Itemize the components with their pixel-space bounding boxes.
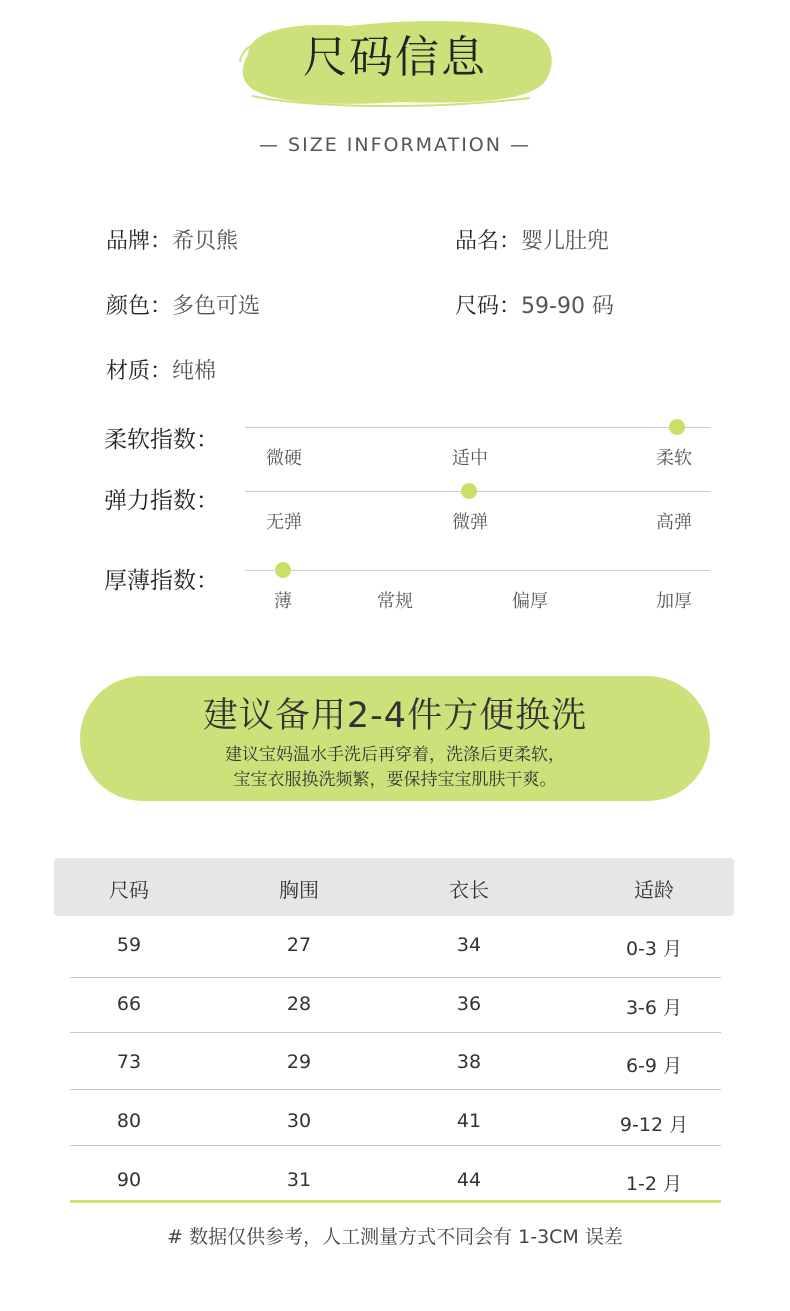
table-cell: 29 xyxy=(286,1051,312,1073)
table-cell: 9-12 月 xyxy=(619,1114,689,1136)
table-cell: 28 xyxy=(286,993,312,1015)
banner-note-line: 建议宝妈温水手洗后再穿着，洗涤后更柔软， xyxy=(225,745,565,765)
thickness-option: 偏厚 xyxy=(512,591,548,612)
table-cell: 66 xyxy=(116,993,142,1015)
elasticity-index-label: 弹力指数： xyxy=(104,488,219,514)
table-cell: 1-2 月 xyxy=(625,1173,683,1195)
table-header-cell: 胸围 xyxy=(279,878,319,902)
banner-title: 建议备用2-4件方便换洗 xyxy=(202,696,588,736)
table-cell: 0-3 月 xyxy=(625,938,683,960)
table-row-divider xyxy=(70,1145,721,1146)
measurement-footnote: # 数据仅供参考，人工测量方式不同会有 1-3CM 误差 xyxy=(167,1226,623,1248)
table-cell: 73 xyxy=(116,1051,142,1073)
softness-option: 柔软 xyxy=(656,448,692,469)
table-cell: 80 xyxy=(116,1110,142,1132)
table-bottom-accent-line xyxy=(70,1200,721,1203)
size-info xyxy=(455,289,614,320)
table-cell: 59 xyxy=(116,934,142,956)
thickness-indicator-dot xyxy=(275,562,291,578)
thickness-option: 常规 xyxy=(377,591,413,612)
material-info xyxy=(106,354,216,385)
elasticity-option: 高弹 xyxy=(656,512,692,533)
color-value: 多色可选 xyxy=(172,294,261,319)
table-header-cell: 尺码 xyxy=(109,878,149,902)
table-cell: 31 xyxy=(286,1169,312,1191)
table-cell: 27 xyxy=(286,934,312,956)
brand-info xyxy=(106,224,238,255)
product-name-info xyxy=(455,224,609,255)
table-cell: 3-6 月 xyxy=(625,997,683,1019)
table-cell: 41 xyxy=(456,1110,482,1132)
banner-note-line: 宝宝衣服换洗频繁，要保持宝宝肌肤干爽。 xyxy=(233,770,557,790)
softness-indicator-dot xyxy=(669,419,685,435)
thickness-option: 加厚 xyxy=(656,591,692,612)
table-cell: 90 xyxy=(116,1169,142,1191)
table-cell: 34 xyxy=(456,934,482,956)
table-cell: 30 xyxy=(286,1110,312,1132)
elasticity-indicator-dot xyxy=(461,483,477,499)
softness-scale-line xyxy=(245,427,710,428)
table-cell: 36 xyxy=(456,993,482,1015)
size-value: 59-90 码 xyxy=(521,294,614,319)
table-cell: 38 xyxy=(456,1051,482,1073)
elasticity-option: 微弹 xyxy=(452,512,488,533)
softness-option: 适中 xyxy=(452,448,488,469)
brand-label: 品牌： xyxy=(106,229,173,254)
brand-value: 希贝熊 xyxy=(172,229,239,254)
product-name-value: 婴儿肚兜 xyxy=(521,229,610,254)
softness-option: 微硬 xyxy=(266,448,302,469)
material-label: 材质： xyxy=(106,359,173,384)
page-title: 尺码信息 xyxy=(303,32,487,83)
elasticity-option: 无弹 xyxy=(266,512,302,533)
thickness-scale-line xyxy=(245,570,710,571)
table-header-cell: 适龄 xyxy=(634,878,674,902)
table-cell: 6-9 月 xyxy=(625,1055,683,1077)
size-label: 尺码： xyxy=(455,294,522,319)
softness-index-label: 柔软指数： xyxy=(104,427,219,453)
table-row-divider xyxy=(70,1089,721,1090)
color-info xyxy=(106,289,260,320)
table-row-divider xyxy=(70,1032,721,1033)
table-cell: 44 xyxy=(456,1169,482,1191)
thickness-option: 薄 xyxy=(274,591,292,612)
product-name-label: 品名： xyxy=(455,229,522,254)
table-row-divider xyxy=(70,977,721,978)
color-label: 颜色： xyxy=(106,294,173,319)
elasticity-scale-line xyxy=(245,491,710,492)
page-subtitle: — SIZE INFORMATION — xyxy=(259,134,531,156)
material-value: 纯棉 xyxy=(172,359,217,384)
thickness-index-label: 厚薄指数： xyxy=(104,568,219,594)
table-header-cell: 衣长 xyxy=(449,878,489,902)
